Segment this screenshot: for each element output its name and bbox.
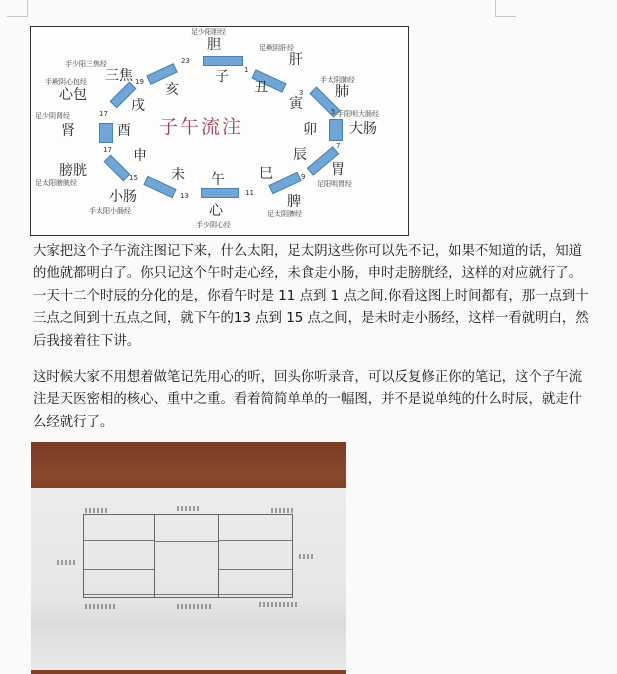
hour-number: 1 (244, 66, 249, 74)
branch-label: 酉 (117, 123, 131, 139)
hour-number: 13 (180, 192, 189, 200)
organ-label: 小肠 (109, 189, 137, 205)
paragraph-note-advice: 这时候大家不用想着做笔记先用心的听，回头你听录音，可以反复修正你的笔记，这个子午流注是天医密相的核心、重中之重。看着简简单单的一幅图，并不是说单纯的什么时辰，就走什么经就行了。 (33, 370, 583, 430)
organ-label: 膀胱 (59, 163, 87, 179)
branch-label: 亥 (165, 82, 179, 98)
branch-label: 戌 (131, 98, 145, 114)
paragraph-ziwu-explanation: 大家把这个子午流注图记下来，什么太阳，足太阴这些你可以先不记，如果不知道的话，知道的他就都明白了。你只记这个午时走心经，未食走小肠，申时走膀胱经，这样的对应就行了。一天十二个时辰的分化的是，你看午时是 11 点到 1 点之间.你看这图上时间都有，那一点到十三点之间到十五点之间，就下午的13 点到 15 点之间，是未时走小肠经，这样一看就明白，然后我接着往下讲。 (33, 244, 589, 349)
hour-number: 5 (331, 108, 336, 116)
organ-label: 心包 (59, 87, 87, 103)
organ-label: 胆 (207, 37, 221, 53)
hour-number: 17 (99, 110, 108, 118)
branch-label: 辰 (293, 147, 307, 163)
hour-bar (329, 119, 343, 141)
hour-number: 23 (181, 57, 190, 65)
branch-label: 未 (171, 167, 185, 183)
branch-label: 申 (133, 148, 147, 164)
meridian-label: 足少阴肾经 (35, 112, 70, 120)
meridian-label: 手少阴心经 (196, 221, 231, 229)
organ-label: 肾 (61, 123, 75, 139)
branch-label: 卯 (303, 122, 317, 138)
branch-label: 午 (211, 172, 225, 188)
branch-label: 丑 (254, 80, 268, 96)
meridian-label: 足太阳膀胱经 (35, 179, 77, 187)
organ-label: 三焦 (105, 68, 133, 84)
branch-label: 巳 (259, 166, 273, 182)
diagram-title: 子午流注 (159, 116, 244, 138)
hour-number: 15 (129, 174, 138, 182)
meridian-label: 足少阳胆经 (191, 28, 226, 36)
paper-sheet (31, 488, 346, 670)
organ-label: 肺 (335, 84, 349, 100)
hour-number: 11 (245, 189, 254, 197)
branch-label: 寅 (289, 96, 303, 112)
page-corner-mark (495, 0, 516, 17)
organ-label: 肝 (289, 52, 303, 68)
meridian-label: 足厥阴肝经 (259, 44, 294, 52)
hour-number: 3 (299, 89, 304, 97)
hour-number-17: 17 (103, 146, 112, 154)
organ-label: 大肠 (349, 121, 377, 137)
hand-drawn-chart-photo (31, 442, 346, 674)
meridian-label: 足太阴脾经 (267, 210, 302, 218)
hour-bar (268, 172, 301, 195)
meridian-label: 手太阳小肠经 (89, 207, 131, 215)
hour-bar (104, 155, 131, 182)
hour-number: 7 (336, 142, 341, 150)
hour-number: 9 (301, 173, 306, 181)
meridian-label: 手少阳三焦经 (65, 60, 107, 68)
page-corner-mark (7, 0, 28, 17)
organ-label: 心 (209, 203, 223, 219)
meridian-label: 手太阴肺经 (320, 76, 355, 84)
organ-label: 脾 (287, 194, 301, 210)
branch-label: 子 (215, 69, 229, 85)
meridian-label: 手厥阴心包经 (45, 78, 87, 86)
organ-label: 胃 (331, 162, 345, 178)
hour-bar (201, 188, 239, 198)
hour-bar (203, 56, 243, 66)
meridian-label: 手阳明大肠经 (337, 110, 379, 118)
meridian-label: 足阳明胃经 (317, 180, 352, 188)
ziwu-liuzhu-diagram (30, 26, 409, 236)
hour-number: 19 (135, 78, 144, 86)
hour-bar (99, 123, 113, 143)
sketch-grid (83, 514, 293, 598)
